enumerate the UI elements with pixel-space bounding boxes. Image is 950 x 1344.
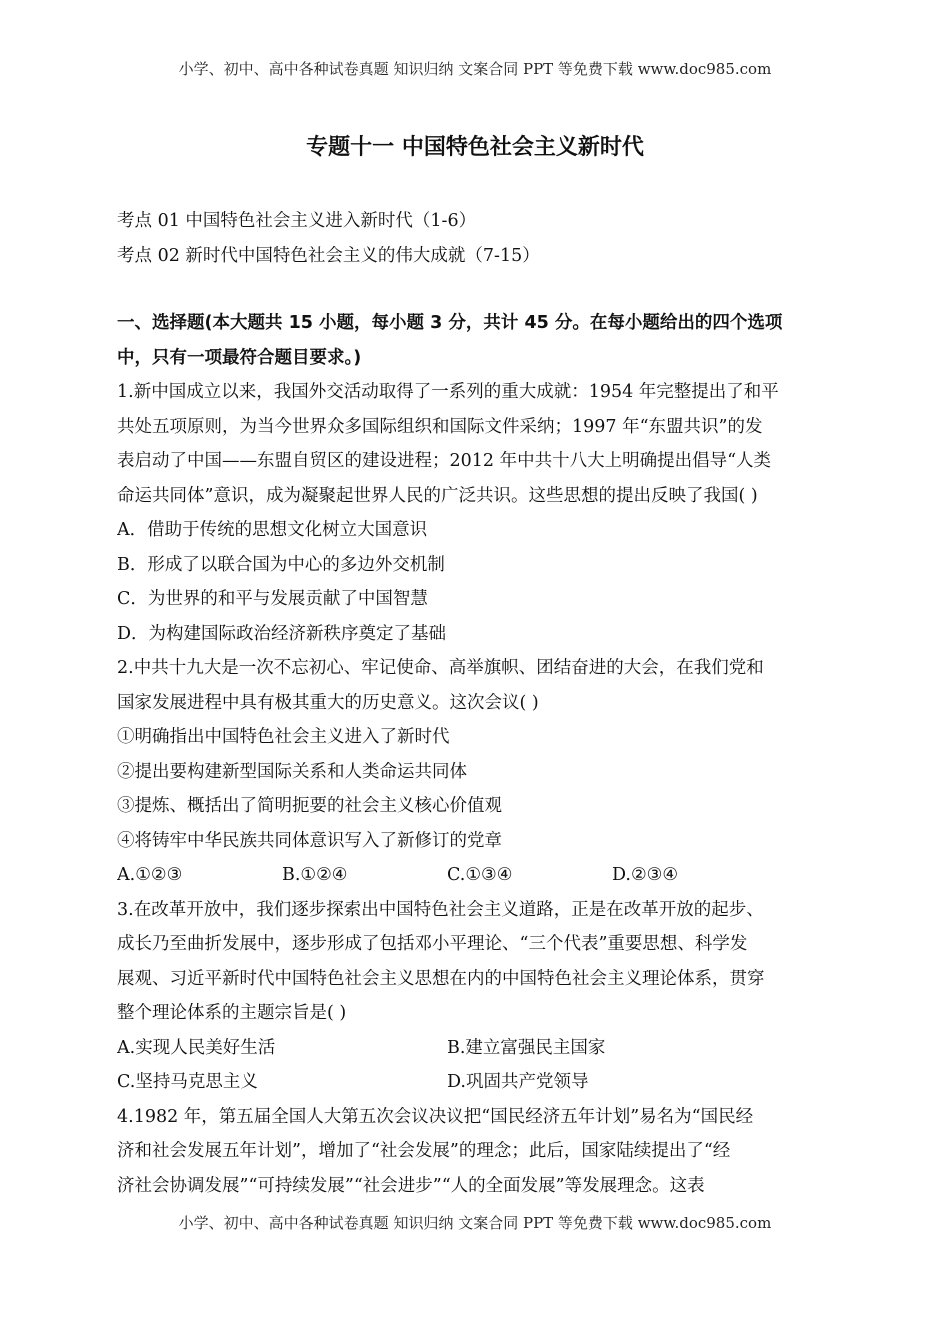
question-4-stem: 济和社会发展五年计划”，增加了“社会发展”的理念；此后，国家陆续提出了“经 — [117, 1141, 731, 1161]
question-2-stem: 2.中共十九大是一次不忘初心、牢记使命、高举旗帜、团结奋进的大会，在我们党和 — [117, 658, 764, 678]
question-1-option-a: A．借助于传统的思想文化树立大国意识 — [117, 520, 428, 540]
question-2-option-b: B.①②④ — [282, 865, 348, 885]
question-1-option-c: C．为世界的和平与发展贡献了中国智慧 — [117, 589, 428, 609]
question-2-item: ②提出要构建新型国际关系和人类命运共同体 — [117, 761, 467, 782]
topic-list — [117, 204, 832, 273]
question-3-option-c: C.坚持马克思主义 — [117, 1072, 258, 1092]
question-1-stem: 命运共同体”意识，成为凝聚起世界人民的广泛共识。这些思想的提出反映了我国( ) — [117, 485, 758, 506]
page-title: 专题十一 中国特色社会主义新时代 — [306, 135, 644, 160]
question-2-item: ③提炼、概括出了简明扼要的社会主义核心价值观 — [117, 796, 502, 816]
question-2-option-d: D.②③④ — [612, 865, 679, 885]
question-1-option-b: B．形成了以联合国为中心的多边外交机制 — [117, 554, 445, 575]
question-4-stem: 4.1982 年，第五届全国人大第五次会议决议把“国民经济五年计划”易名为“国民经 — [117, 1106, 754, 1127]
page-footer: 小学、初中、高中各种试卷真题 知识归纳 文案合同 PPT 等免费下载 www.doc985.com — [178, 1214, 772, 1232]
question-3-option-a: A.实现人民美好生活 — [117, 1037, 276, 1058]
question-1-option-d: D．为构建国际政治经济新秩序奠定了基础 — [117, 623, 447, 644]
question-section — [117, 306, 832, 1203]
question-1-stem: 共处五项原则，为当今世界众多国际组织和国际文件采纳；1997 年“东盟共识”的发 — [117, 416, 763, 437]
question-3-option-d: D.巩固共产党领导 — [447, 1072, 589, 1092]
question-2-options — [117, 858, 832, 893]
question-2-option-c: C.①③④ — [447, 865, 513, 885]
question-3-option-b: B.建立富强民主国家 — [447, 1037, 606, 1058]
question-3-options-row — [117, 1031, 832, 1066]
question-3-stem: 展观、习近平新时代中国特色社会主义思想在内的中国特色社会主义理论体系，贯穿 — [117, 968, 765, 989]
topic-item: 考点 01 中国特色社会主义进入新时代（1-6） — [117, 211, 477, 231]
question-2-stem: 国家发展进程中具有极其重大的历史意义。这次会议( ) — [117, 692, 539, 713]
page-header: 小学、初中、高中各种试卷真题 知识归纳 文案合同 PPT 等免费下载 www.doc985.com — [178, 60, 772, 78]
question-2-option-a: A.①②③ — [117, 865, 183, 885]
topic-item: 考点 02 新时代中国特色社会主义的伟大成就（7-15） — [117, 245, 540, 266]
question-2-item: ①明确指出中国特色社会主义进入了新时代 — [117, 727, 450, 747]
question-3-options-row — [117, 1065, 832, 1100]
question-1-stem: 1.新中国成立以来，我国外交活动取得了一系列的重大成就：1954 年完整提出了和平 — [117, 382, 779, 402]
question-3-stem: 成长乃至曲折发展中，逐步形成了包括邓小平理论、“三个代表”重要思想、科学发 — [117, 934, 748, 954]
question-2-item: ④将铸牢中华民族共同体意识写入了新修订的党章 — [117, 830, 502, 851]
question-3-stem: 整个理论体系的主题宗旨是( ) — [117, 1003, 347, 1023]
question-4-stem: 济社会协调发展”“可持续发展”“社会进步”“人的全面发展”等发展理念。这表 — [117, 1175, 705, 1196]
question-3-stem: 3.在改革开放中，我们逐步探索出中国特色社会主义道路，正是在改革开放的起步、 — [117, 899, 764, 920]
question-1-stem: 表启动了中国——东盟自贸区的建设进程；2012 年中共十八大上明确提出倡导“人类 — [117, 451, 772, 471]
section-heading: 中，只有一项最符合题目要求。) — [117, 347, 362, 368]
section-heading: 一、选择题(本大题共 15 小题，每小题 3 分，共计 45 分。在每小题给出的四个选项 — [117, 313, 783, 333]
